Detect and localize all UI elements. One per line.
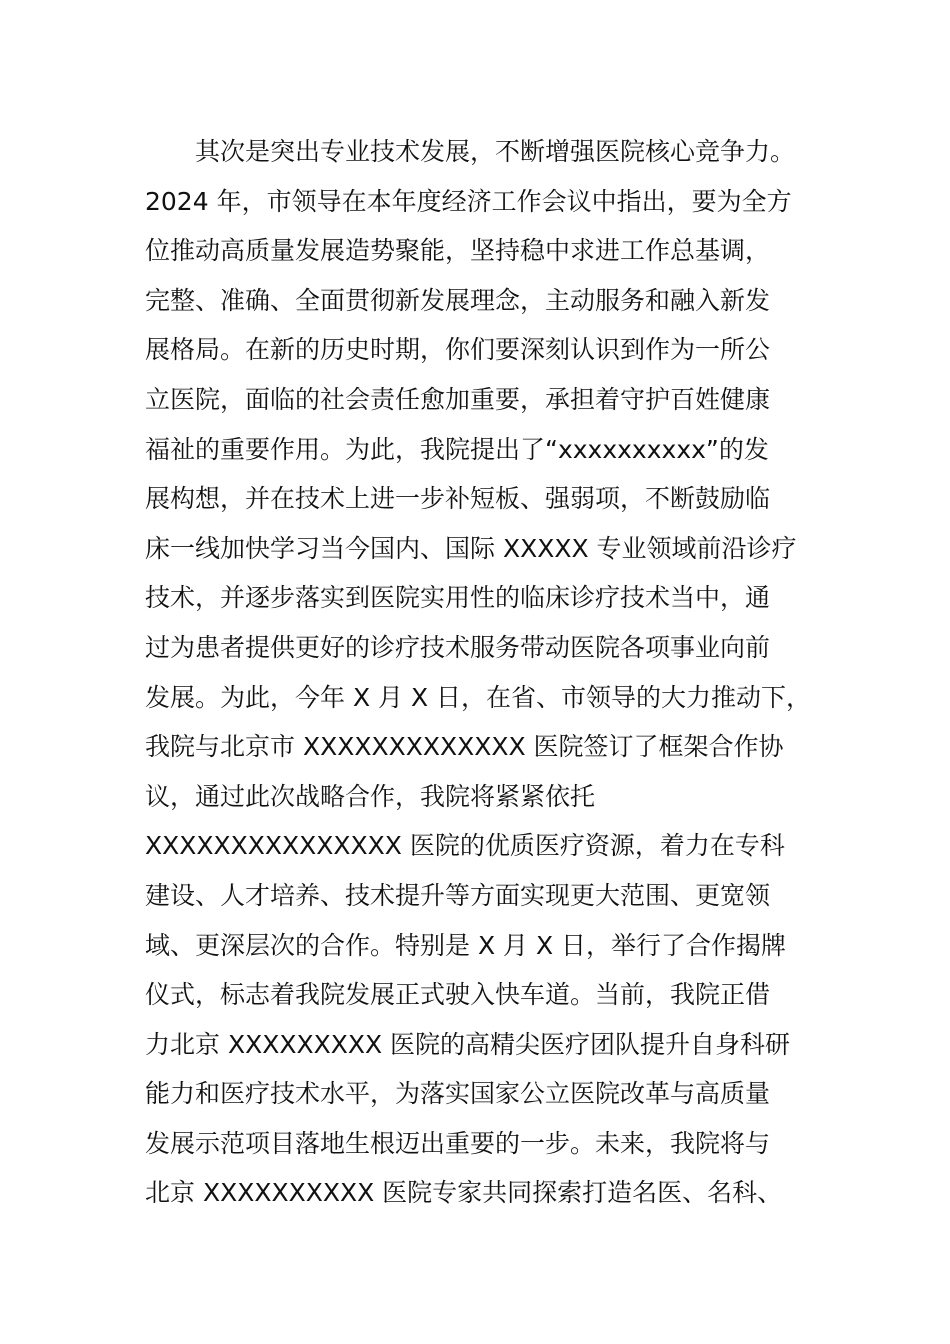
text-line: 过为患者提供更好的诊疗技术服务带动医院各项事业向前 — [145, 632, 771, 662]
text-line: 位推动高质量发展造势聚能，坚持稳中求进工作总基调， — [145, 236, 771, 266]
text-line: 其次是突出专业技术发展，不断增强医院核心竞争力。 — [195, 137, 796, 166]
text-line: 发展。为此，今年 X 月 X 日，在省、市领导的大力推动下， — [145, 682, 812, 712]
text-line: 立医院，面临的社会责任愈加重要，承担着守护百姓健康 — [145, 384, 771, 414]
text-line: XXXXXXXXXXXXXXX 医院的优质医疗资源，着力在专科 — [145, 831, 785, 861]
body-paragraph — [145, 127, 815, 1218]
text-line: 展格局。在新的历史时期，你们要深刻认识到作为一所公 — [145, 335, 771, 365]
text-line: 发展示范项目落地生根迈出重要的一步。未来，我院将与 — [145, 1128, 771, 1158]
text-line: 北京 XXXXXXXXXX 医院专家共同探索打造名医、名科、 — [145, 1178, 783, 1208]
text-line: 能力和医疗技术水平，为落实国家公立医院改革与高质量 — [145, 1079, 771, 1109]
text-line: 2024 年，市领导在本年度经济工作会议中指出，要为全方 — [145, 186, 792, 216]
text-line: 福祉的重要作用。为此，我院提出了“xxxxxxxxxx”的发 — [145, 434, 769, 464]
text-line: 建设、人才培养、技术提升等方面实现更大范围、更宽领 — [145, 880, 771, 910]
text-line: 技术，并逐步落实到医院实用性的临床诊疗技术当中，通 — [145, 583, 771, 613]
text-line: 展构想，并在技术上进一步补短板、强弱项，不断鼓励临 — [145, 484, 771, 514]
text-line: 力北京 XXXXXXXXX 医院的高精尖医疗团队提升自身科研 — [145, 1029, 791, 1059]
text-line: 我院与北京市 XXXXXXXXXXXXX 医院签订了框架合作协 — [145, 732, 784, 762]
text-line: 仪式，标志着我院发展正式驶入快车道。当前，我院正借 — [145, 980, 771, 1010]
text-line: 完整、准确、全面贯彻新发展理念，主动服务和融入新发 — [145, 285, 771, 315]
text-line: 域、更深层次的合作。特别是 X 月 X 日，举行了合作揭牌 — [145, 930, 787, 960]
text-line: 床一线加快学习当今国内、国际 XXXXX 专业领域前沿诊疗 — [145, 533, 797, 563]
text-line: 议，通过此次战略合作，我院将紧紧依托 — [145, 781, 596, 811]
